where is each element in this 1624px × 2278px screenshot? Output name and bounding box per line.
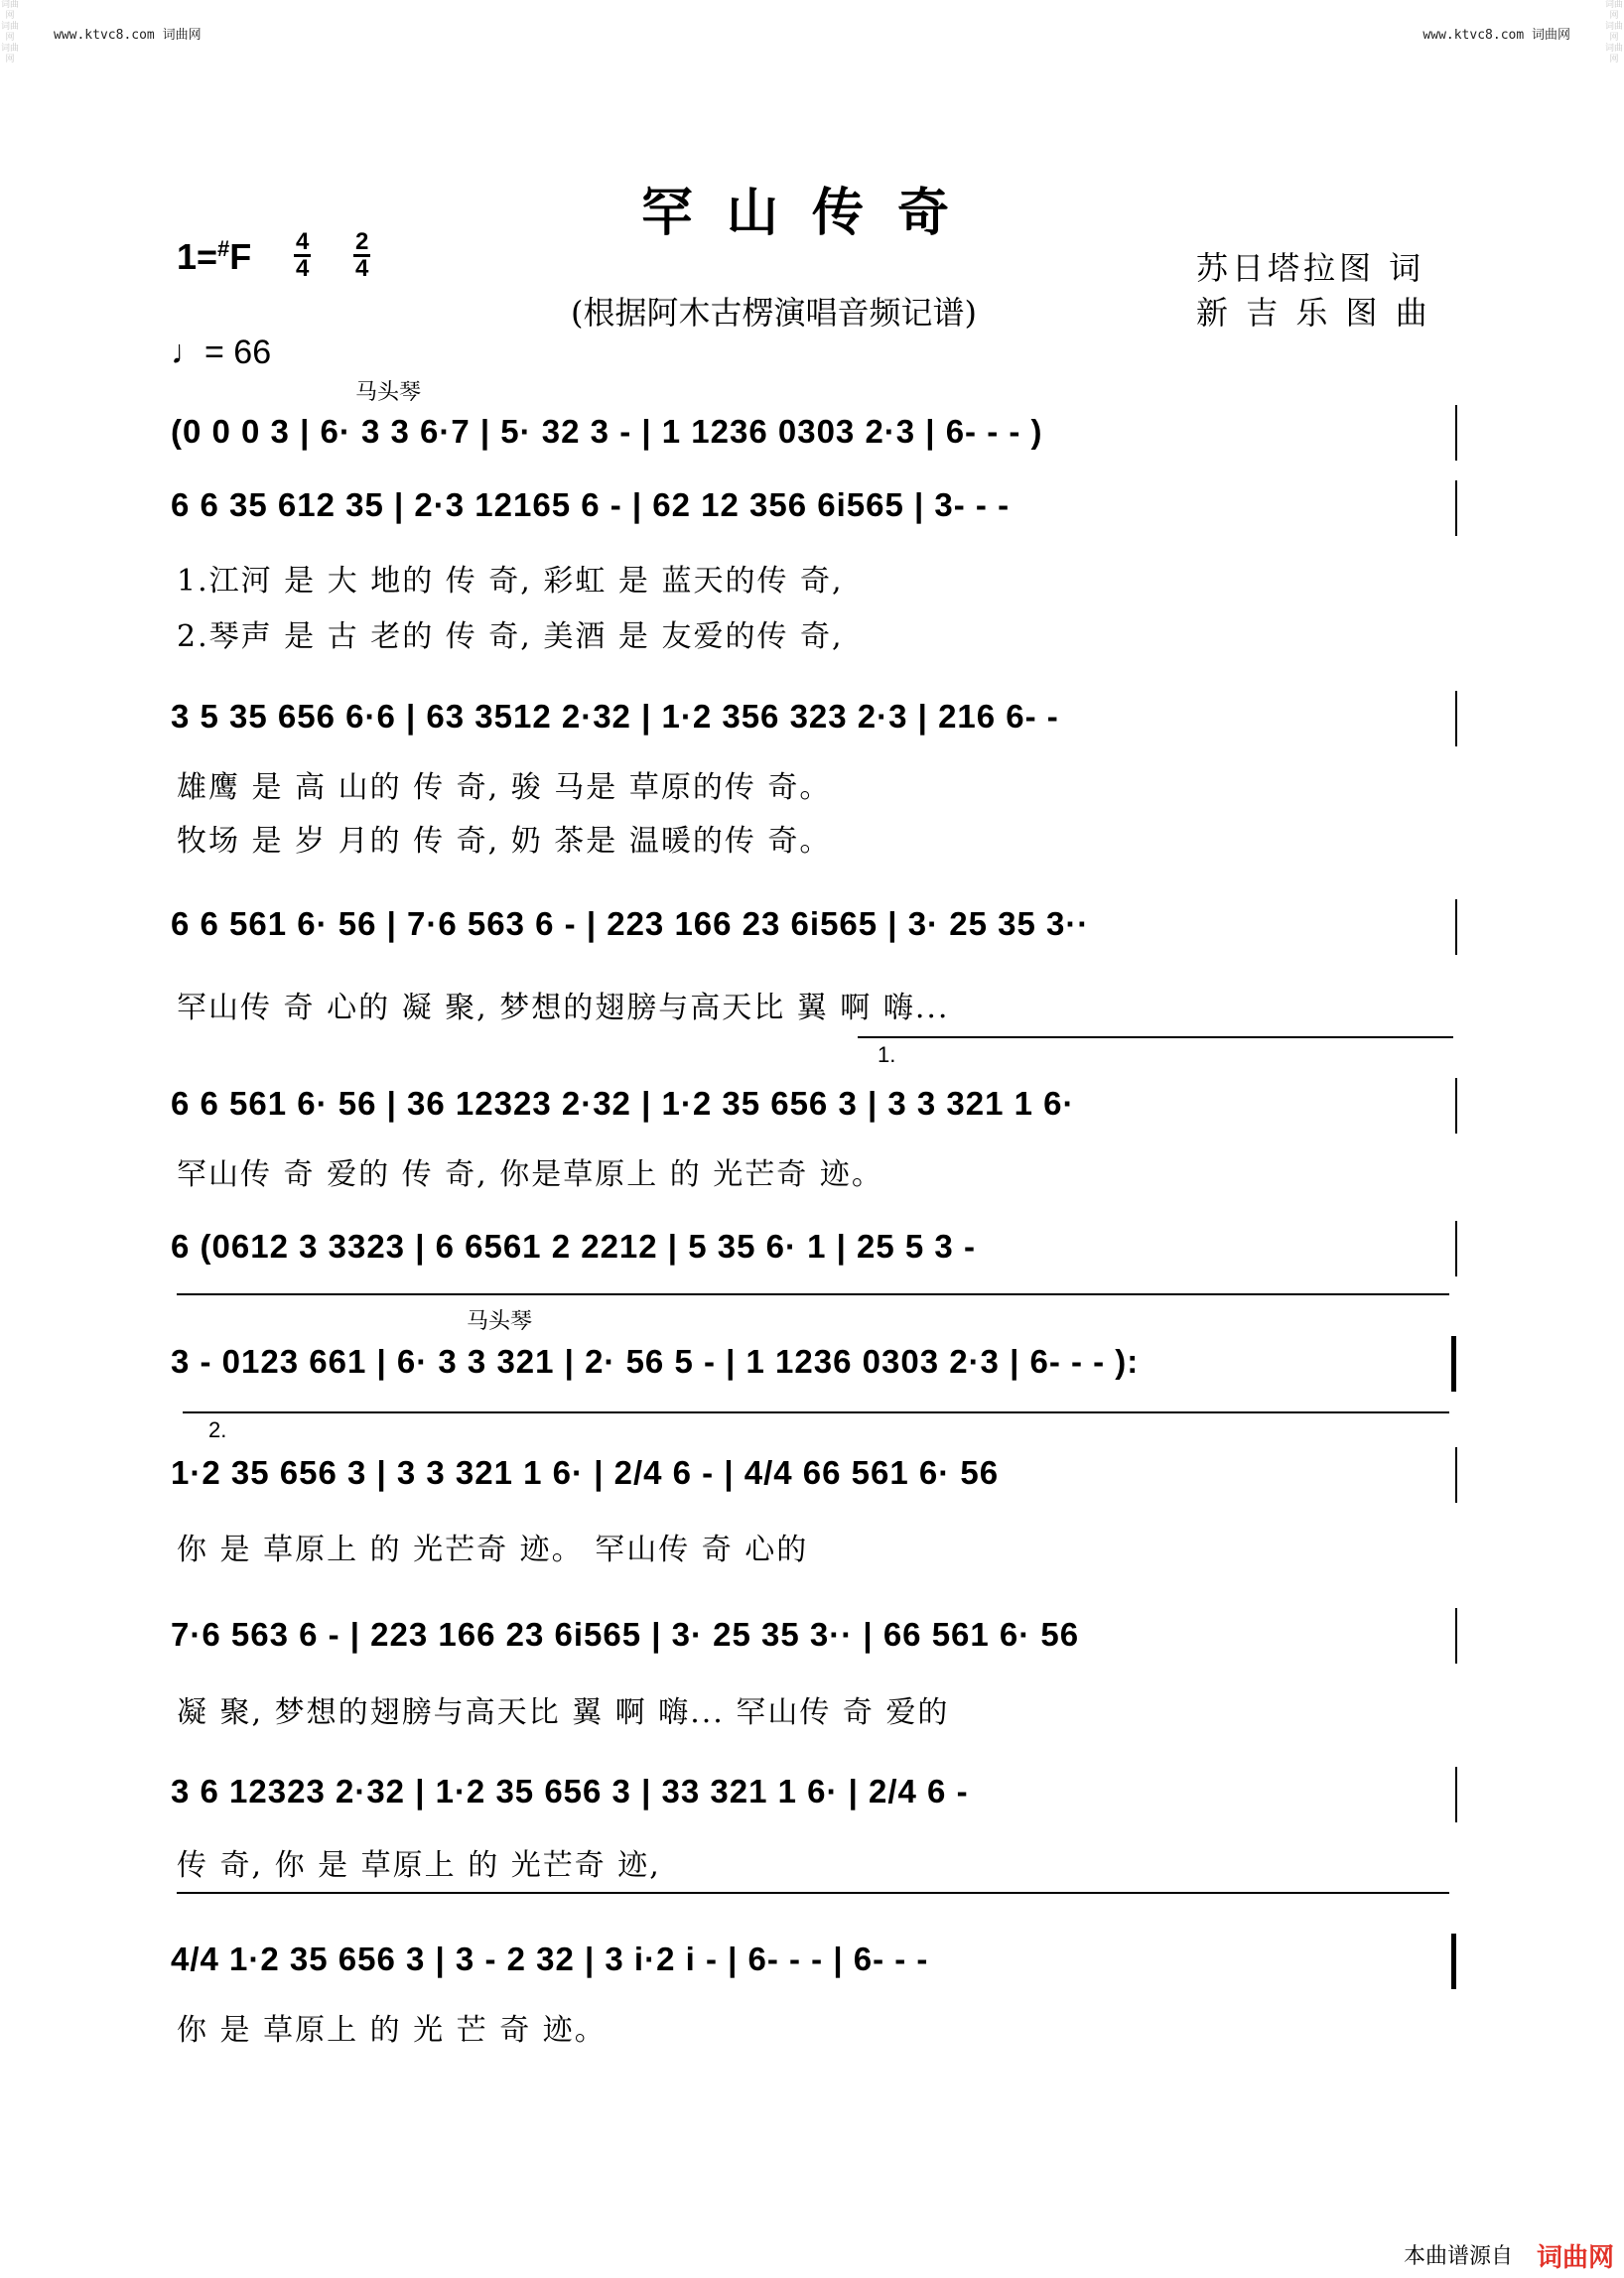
lyric-line-5: 罕山传 奇 心的 凝 聚, 梦想的翅膀与高天比 翼 啊 嗨...: [177, 991, 950, 1025]
barline: [1455, 1078, 1457, 1134]
time-signature-1: $\frac{4}{4}$: [296, 228, 310, 282]
lyric-line-7: 你 是 草原上 的 光芒奇 迹。 罕山传 奇 心的: [177, 1533, 809, 1567]
barline: [1455, 405, 1457, 461]
score-line-11: 4/4 1·2 35 656 3 | 3 - 2 32 | 3 i·2 i - | 6- - - | 6- - -: [171, 1941, 929, 1977]
tie-line: [177, 1293, 1449, 1295]
score-line-1: (0 0 0 3 | 6· 3 3 6·7 | 5· 32 3 - | 1 1236 0303 2·3 | 6- - - ): [171, 413, 1043, 450]
site-url-right[interactable]: www.ktvc8.com 词曲网: [1422, 28, 1570, 43]
site-url-left[interactable]: www.ktvc8.com 词曲网: [54, 28, 202, 43]
instrument-label: 马头琴: [467, 1308, 533, 1333]
ending-2-label: 2.: [208, 1417, 227, 1442]
instrument-label: 马头琴: [355, 379, 422, 404]
tempo-marking: ♩= 66: [171, 334, 272, 371]
score-line-7: 3 - 0123 661 | 6· 3 3 321 | 2· 56 5 - | 1 1236 0303 2·3 | 6- - - ):: [171, 1343, 1140, 1380]
lyric-line-3: 雄鹰 是 高 山的 传 奇, 骏 马是 草原的传 奇。: [177, 770, 832, 805]
footer-caption: 本曲谱源自: [1403, 2243, 1513, 2268]
barline: [1455, 691, 1457, 746]
score-line-4: 6 6 561 6· 56 | 7·6 563 6 - | 223 166 23 6i565 | 3· 25 35 3··: [171, 905, 1090, 942]
lyric-line-4: 牧场 是 岁 月的 传 奇, 奶 茶是 温暖的传 奇。: [177, 824, 832, 859]
subtitle: (根据阿木古楞演唱音频记谱): [571, 294, 977, 332]
barline: [1455, 1608, 1457, 1664]
ending-1-label: 1.: [878, 1042, 896, 1067]
footer-brand[interactable]: 词曲网: [1536, 2242, 1614, 2272]
barline: [1455, 1447, 1457, 1503]
barline: [1455, 1221, 1457, 1276]
left-watermark-strip: 词曲网 词曲网 词曲网: [0, 0, 19, 65]
barline: [1455, 480, 1457, 536]
right-watermark-strip: 词曲网 词曲网 词曲网: [1604, 0, 1623, 65]
key-signature: 1=#F: [177, 236, 252, 277]
lyric-line-8: 凝 聚, 梦想的翅膀与高天比 翼 啊 嗨... 罕山传 奇 爱的: [177, 1695, 950, 1730]
lyric-line-9: 传 奇, 你 是 草原上 的 光芒奇 迹,: [177, 1848, 661, 1883]
score-line-9: 7·6 563 6 - | 223 166 23 6i565 | 3· 25 35 3·· | 66 561 6· 56: [171, 1616, 1080, 1653]
composer: 新 吉 乐 图 曲: [1196, 294, 1431, 332]
score-line-3: 3 5 35 656 6·6 | 63 3512 2·32 | 1·2 356 323 2·3 | 216 6- -: [171, 698, 1059, 735]
repeat-barline: [1451, 1336, 1456, 1392]
lyric-line-10: 你 是 草原上 的 光 芒 奇 迹。: [177, 2013, 607, 2048]
score-line-2: 6 6 35 612 35 | 2·3 12165 6 - | 62 12 356 6i565 | 3- - -: [171, 486, 1011, 523]
ending-bracket-1: [858, 1036, 1453, 1038]
barline: [1455, 1767, 1457, 1822]
final-barline: [1451, 1934, 1456, 1989]
tie-line: [177, 1892, 1449, 1894]
ending-bracket-2: [183, 1411, 1449, 1413]
score-line-10: 3 6 12323 2·32 | 1·2 35 656 3 | 33 321 1 6· | 2/4 6 -: [171, 1773, 969, 1809]
lyricist: 苏日塔拉图 词: [1196, 249, 1425, 287]
lyric-line-6: 罕山传 奇 爱的 传 奇, 你是草原上 的 光芒奇 迹。: [177, 1157, 883, 1192]
song-title: 罕山传奇: [640, 183, 983, 243]
score-line-6: 6 (0612 3 3323 | 6 6561 2 2212 | 5 35 6· 1 | 25 5 3 -: [171, 1228, 976, 1265]
score-line-5: 6 6 561 6· 56 | 36 12323 2·32 | 1·2 35 656 3 | 3 3 321 1 6·: [171, 1085, 1075, 1122]
score-line-8: 1·2 35 656 3 | 3 3 321 1 6· | 2/4 6 - | 4/4 66 561 6· 56: [171, 1454, 1000, 1491]
lyric-line-1: 1.江河 是 大 地的 传 奇, 彩虹 是 蓝天的传 奇,: [177, 564, 844, 599]
lyric-line-2: 2.琴声 是 古 老的 传 奇, 美酒 是 友爱的传 奇,: [177, 619, 844, 654]
time-signature-2: $\frac{2}{4}$: [355, 228, 369, 282]
barline: [1455, 899, 1457, 955]
